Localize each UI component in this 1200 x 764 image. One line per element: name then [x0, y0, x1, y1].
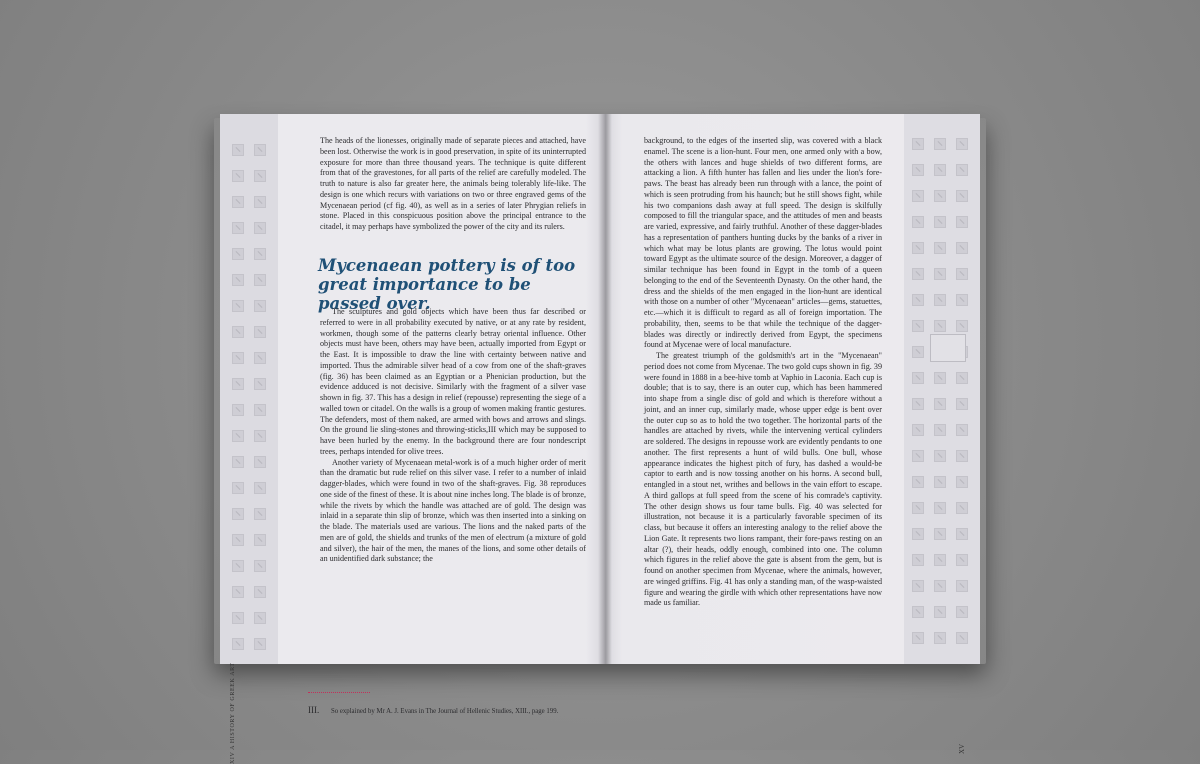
book-gutter — [598, 114, 612, 664]
right-page — [604, 114, 980, 754]
pattern-tile — [956, 450, 968, 462]
pattern-tile — [956, 424, 968, 436]
pattern-tile — [956, 372, 968, 384]
pattern-tile — [232, 352, 244, 364]
pattern-tile — [956, 268, 968, 280]
pattern-tile — [254, 248, 266, 260]
pattern-tile — [956, 294, 968, 306]
pattern-tile — [912, 502, 924, 514]
left-page — [220, 114, 604, 764]
pattern-tile — [934, 190, 946, 202]
pattern-tile — [934, 450, 946, 462]
pattern-tile — [254, 638, 266, 650]
pattern-tile — [254, 612, 266, 624]
pattern-tile — [956, 216, 968, 228]
paragraph: background, to the edges of the inserted slip, was covered with a black enamel. The scene is a lion-hunt. Four men, one armed only with a bow, the others with lances and huge shields of two different forms, are attacking a lion. A fifth hunter has fallen and lies under the lion's fore-paws. The beast has already been run through with a lance, the point of which is seen protruding from his haunch; but he still shows fight, while his two companions dash away at full speed. The design is skilfully composed to fill the triangular space, and the attitudes of men and beasts are varied, expressive, and fairly truthful. Another of these dagger-blades has a representation of panthers hunting ducks by the banks of a river in which what may be lotus plants are growing. The lotus would point toward Egypt as the ultimate source of the design. Moreover, a dagger of similar technique has been found in Egypt in the tomb of a queen belonging to the end of the Seventeenth Dynasty. On the other hand, the dress and the shields of the men engaged in the lion-hunt are identical with those on a number of other "Mycenaean" articles—gems, statuettes, etc.—which it is difficult to regard as all of foreign importation. The probability, then, seems to be that while the technique of the dagger-blades was directly or indirectly derived from Egypt, the specimens found at Mycenae were of local manufacture. — [644, 136, 882, 350]
pattern-tile — [232, 222, 244, 234]
pattern-tile — [934, 476, 946, 488]
pattern-tile — [232, 638, 244, 650]
pattern-tile — [254, 560, 266, 572]
pattern-tile — [254, 170, 266, 182]
pattern-tile — [254, 222, 266, 234]
footnote-text: So explained by Mr A. J. Evans in The Journal of Hellenic Studies, XIII., page 199. — [330, 708, 559, 715]
pattern-tile — [254, 534, 266, 546]
pattern-tile — [956, 632, 968, 644]
pattern-tile — [934, 294, 946, 306]
pattern-tile — [956, 502, 968, 514]
pattern-tile — [934, 164, 946, 176]
pattern-tile — [956, 580, 968, 592]
pattern-tile — [934, 554, 946, 566]
pattern-tile — [912, 138, 924, 150]
pattern-tile — [254, 378, 266, 390]
pattern-tile — [912, 216, 924, 228]
right-body-text — [644, 136, 882, 609]
pattern-tile — [232, 144, 244, 156]
pattern-tile — [934, 632, 946, 644]
pattern-tile — [912, 320, 924, 332]
running-head: XIV A HISTORY OF GREEK ART — [230, 662, 236, 764]
pattern-tile — [254, 300, 266, 312]
left-body-text-main — [320, 307, 586, 565]
pattern-tile — [934, 268, 946, 280]
pattern-tile — [912, 554, 924, 566]
pattern-tile — [912, 294, 924, 306]
pattern-tile — [912, 372, 924, 384]
pattern-tile — [934, 320, 946, 332]
page-number: XV — [958, 743, 966, 754]
pattern-tile — [912, 190, 924, 202]
pattern-tile — [934, 502, 946, 514]
pattern-tile — [254, 456, 266, 468]
pattern-tile — [254, 274, 266, 286]
pattern-tile — [254, 430, 266, 442]
pattern-tile — [956, 528, 968, 540]
pattern-tile — [934, 398, 946, 410]
pattern-tile — [956, 242, 968, 254]
pattern-tile — [254, 508, 266, 520]
pattern-tile — [232, 482, 244, 494]
pattern-tile — [254, 352, 266, 364]
pattern-tile — [254, 482, 266, 494]
pattern-tile — [254, 404, 266, 416]
footnote-divider — [308, 692, 370, 693]
pattern-tile — [232, 300, 244, 312]
pattern-tile — [232, 196, 244, 208]
pattern-tile — [934, 580, 946, 592]
lead-heading: Mycenaean pottery is of too great importance to be passed over. — [318, 256, 576, 313]
pattern-tile — [956, 138, 968, 150]
pattern-tile — [912, 164, 924, 176]
pattern-tile — [956, 606, 968, 618]
pattern-tile — [912, 424, 924, 436]
pattern-tile — [232, 378, 244, 390]
pattern-tile — [912, 450, 924, 462]
pattern-tile — [934, 606, 946, 618]
pattern-tile — [956, 476, 968, 488]
paragraph: The heads of the lionesses, originally made of separate pieces and attached, have been lost. Otherwise the work is in good preservation, in spite of its uninterrupted exposure for more than three thousand years. The technique is quite different from that of the gravestones, for all parts of the relief are carefully modeled. The truth to nature is also far greater here, the animals being tolerably life-like. The design is one which recurs with variations on two or three engraved gems of the Mycenaean period (cf fig. 40), as well as in a series of later Phrygian reliefs in stone. Placed in this conspicuous position above the principal entrance to the citadel, it may perhaps have symbolized the power of the city and its rulers. — [320, 136, 586, 231]
pattern-tile — [912, 346, 924, 358]
pattern-tile — [912, 606, 924, 618]
footnote-number: III. — [308, 705, 320, 715]
pattern-tile — [232, 586, 244, 598]
pattern-tile — [956, 320, 968, 332]
pattern-tile — [254, 144, 266, 156]
pattern-tile — [232, 612, 244, 624]
pattern-tile — [934, 424, 946, 436]
decorative-frame — [930, 334, 966, 362]
pattern-tile — [934, 138, 946, 150]
pattern-tile — [956, 190, 968, 202]
pattern-tile — [912, 476, 924, 488]
pattern-tile — [912, 242, 924, 254]
pattern-tile — [956, 398, 968, 410]
pattern-tile — [934, 242, 946, 254]
pattern-tile — [232, 170, 244, 182]
pattern-tile — [254, 326, 266, 338]
pattern-tile — [232, 404, 244, 416]
pattern-tile — [912, 632, 924, 644]
pattern-tile — [934, 216, 946, 228]
pattern-tile — [232, 248, 244, 260]
pattern-tile — [956, 554, 968, 566]
footnote — [308, 705, 578, 715]
pattern-tile — [232, 508, 244, 520]
pattern-tile — [232, 534, 244, 546]
pattern-tile — [956, 164, 968, 176]
paragraph: Another variety of Mycenaean metal-work is of a much higher order of merit than the dramatic but rude relief on this silver vase. I refer to a number of inlaid dagger-blades, which were found in two of the shaft-graves. Fig. 38 reproduces one side of the finest of these. It is about nine inches long. The blade is of bronze, while the rivets by which the handle was attached are of gold. The design was inlaid in a separate thin slip of bronze, which was then inserted into a sinking on the blade. The materials used are various. The lions and the naked parts of the men are of gold, the shields and trunks of the men of electrum (a mixture of gold and silver), the hair of the men, the manes of the lions, and some other details of an unidentified dark substance; the — [320, 457, 586, 564]
paragraph: The sculptures and gold objects which have been thus far described or referred to were in all probability executed by native, or at any rate by resident, workmen, though some of the patterns clearly betray oriental influence. Other objects must have been, others may have been, actually imported from Egypt or the East. It is impossible to draw the line with certainty between native and imported. Thus the admirable silver head of a cow from one of the shaft-graves (fig. 36) has been claimed as an Egyptian or a Phenician production, but the evidence adduced is not decisive. Similarly with the fragment of a silver vase shown in fig. 37. This has a design in relief (repousse) representing the siege of a walled town or citadel. On the walls is a group of women making frantic gestures. The defenders, most of them naked, are armed with bows and arrows and slings. On the ground lie sling-stones and throwing-sticks,III which may be supposed to have been hurled by the enemy. In the background there are four nondescript trees, perhaps intended for olive trees. — [320, 307, 586, 456]
pattern-tile — [254, 196, 266, 208]
pattern-tile — [254, 586, 266, 598]
pattern-tile — [912, 580, 924, 592]
pattern-tile — [912, 398, 924, 410]
pattern-tile — [912, 528, 924, 540]
pattern-tile — [232, 430, 244, 442]
pattern-tile — [912, 268, 924, 280]
pattern-tile — [232, 326, 244, 338]
pattern-tile — [934, 528, 946, 540]
pattern-tile — [232, 560, 244, 572]
paragraph: The greatest triumph of the goldsmith's art in the "Mycenaean" period does not come from Mycenae. The two gold cups shown in fig. 39 were found in 1888 in a bee-hive tomb at Vaphio in Laconia. Each cup is double; that is to say, there is an outer cup, which has been hammered into shape from a single disc of gold and which is therefore without a joint, and an inner cup, similarly made, whose upper edge is bent over the outer cup so as to hold the two together. The horizontal parts of the handles are attached by rivets, while the intervening vertical cylinders are soldered. The designs in repousse work are evidently pendants to one another. The first represents a hunt of wild bulls. One bull, whose appearance indicates the highest pitch of fury, has dashed a would-be captor to earth and is now tossing another on his horns. A second bull, entangled in a stout net, writhes and bellows in the vain effort to escape. A third gallops at full speed from the scene of his comrade's captivity. The other design shows us four tame bulls. Fig. 40 was selected for illustration, not because it is a particularly favorable specimen of its class, but because it offers an interesting analogy to the relief above the Lion Gate. It represents two lions rampant, their fore-paws resting on an altar (?), their heads, oddly enough, combined into one. The column which figures in the relief above the gate is absent from the gem, but is found on another specimen from Mycenae, where the animals, however, are winged griffins. Fig. 41 has only a standing man, of the wasp-waisted figure and wearing the girdle with which other representations have now made us familiar. — [644, 351, 882, 608]
pattern-tile — [934, 372, 946, 384]
pattern-tile — [232, 456, 244, 468]
left-body-text-top — [320, 136, 586, 233]
pattern-tile — [232, 274, 244, 286]
